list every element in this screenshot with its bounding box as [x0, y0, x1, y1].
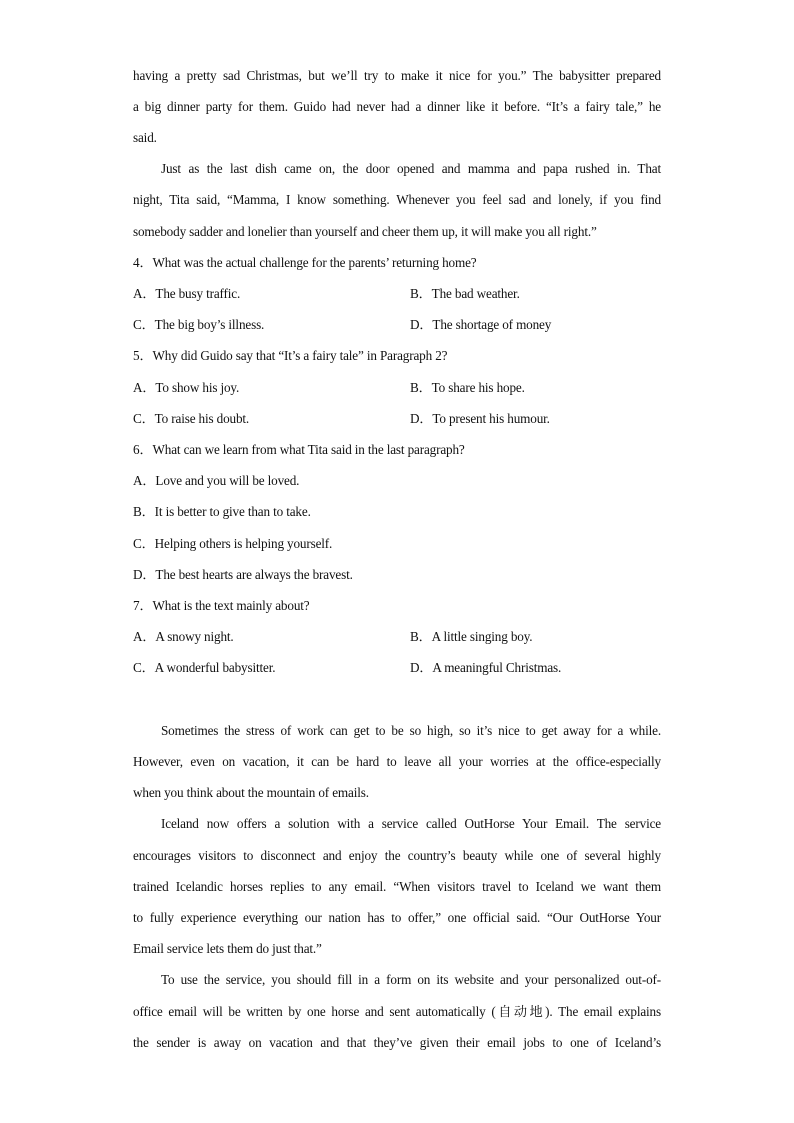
passage-b-line: trained Icelandic horses replies to any email. “When visitors travel to Iceland we want them	[133, 879, 661, 894]
passage-a-line: night, Tita said, “Mamma, I know something. Whenever you feel sad and lonely, if you find	[133, 192, 661, 207]
option-d: D．The shortage of money	[410, 317, 552, 332]
option-d: D．A meaningful Christmas.	[410, 660, 562, 675]
option-b: B．To share his hope.	[410, 380, 525, 395]
passage-a-line: said.	[133, 130, 157, 145]
passage-b-line: Iceland now offers a solution with a service called OutHorse Your Email. The service	[161, 816, 661, 831]
passage-b-line: to fully experience everything our nation has to offer,” one official said. “Our OutHorse Your	[133, 910, 661, 925]
question-stem: 5．Why did Guido say that “It’s a fairy tale” in Paragraph 2?	[133, 348, 448, 363]
passage-a-line: a big dinner party for them. Guido had never had a dinner like it before. “It’s a fairy tale,” he	[133, 99, 661, 114]
option-c: C．To raise his doubt.	[133, 411, 250, 426]
option-c: C．A wonderful babysitter.	[133, 660, 276, 675]
option-c: C．Helping others is helping yourself.	[133, 536, 333, 551]
option-d: D．To present his humour.	[410, 411, 550, 426]
option-b: B．It is better to give than to take.	[133, 504, 311, 519]
question-stem: 7．What is the text mainly about?	[133, 598, 310, 613]
passage-a-line: having a pretty sad Christmas, but we’ll try to make it nice for you.” The babysitter prepared	[133, 68, 661, 83]
passage-a-line: somebody sadder and lonelier than yourself and cheer them up, it will make you all right.”	[133, 224, 597, 239]
question-stem: 4．What was the actual challenge for the parents’ returning home?	[133, 255, 477, 270]
option-c: C．The big boy’s illness.	[133, 317, 265, 332]
option-b: B．The bad weather.	[410, 286, 520, 301]
option-a: A．The busy traffic.	[133, 286, 241, 301]
passage-b-line: encourages visitors to disconnect and enjoy the country’s beauty while one of several highly	[133, 848, 661, 863]
option-a: A．A snowy night.	[133, 629, 234, 644]
passage-b-line: To use the service, you should fill in a form on its website and your personalized out-of-	[161, 972, 661, 987]
question-stem: 6．What can we learn from what Tita said in the last paragraph?	[133, 442, 465, 457]
passage-b-line: office email will be written by one horse and sent automatically (自动地). The email explains	[133, 1004, 661, 1019]
option-b: B．A little singing boy.	[410, 629, 533, 644]
passage-a-line: Just as the last dish came on, the door opened and mamma and papa rushed in. That	[161, 161, 661, 176]
passage-b-line: the sender is away on vacation and that they’ve given their email jobs to one of Iceland’s	[133, 1035, 661, 1050]
passage-b-line: However, even on vacation, it can be hard to leave all your worries at the office-especially	[133, 754, 661, 769]
passage-b-line: Sometimes the stress of work can get to be so high, so it’s nice to get away for a while.	[161, 723, 661, 738]
option-d: D．The best hearts are always the bravest.	[133, 567, 353, 582]
passage-b-line: Email service lets them do just that.”	[133, 941, 322, 956]
option-a: A．Love and you will be loved.	[133, 473, 300, 488]
passage-b-line: when you think about the mountain of emails.	[133, 785, 369, 800]
option-a: A．To show his joy.	[133, 380, 240, 395]
